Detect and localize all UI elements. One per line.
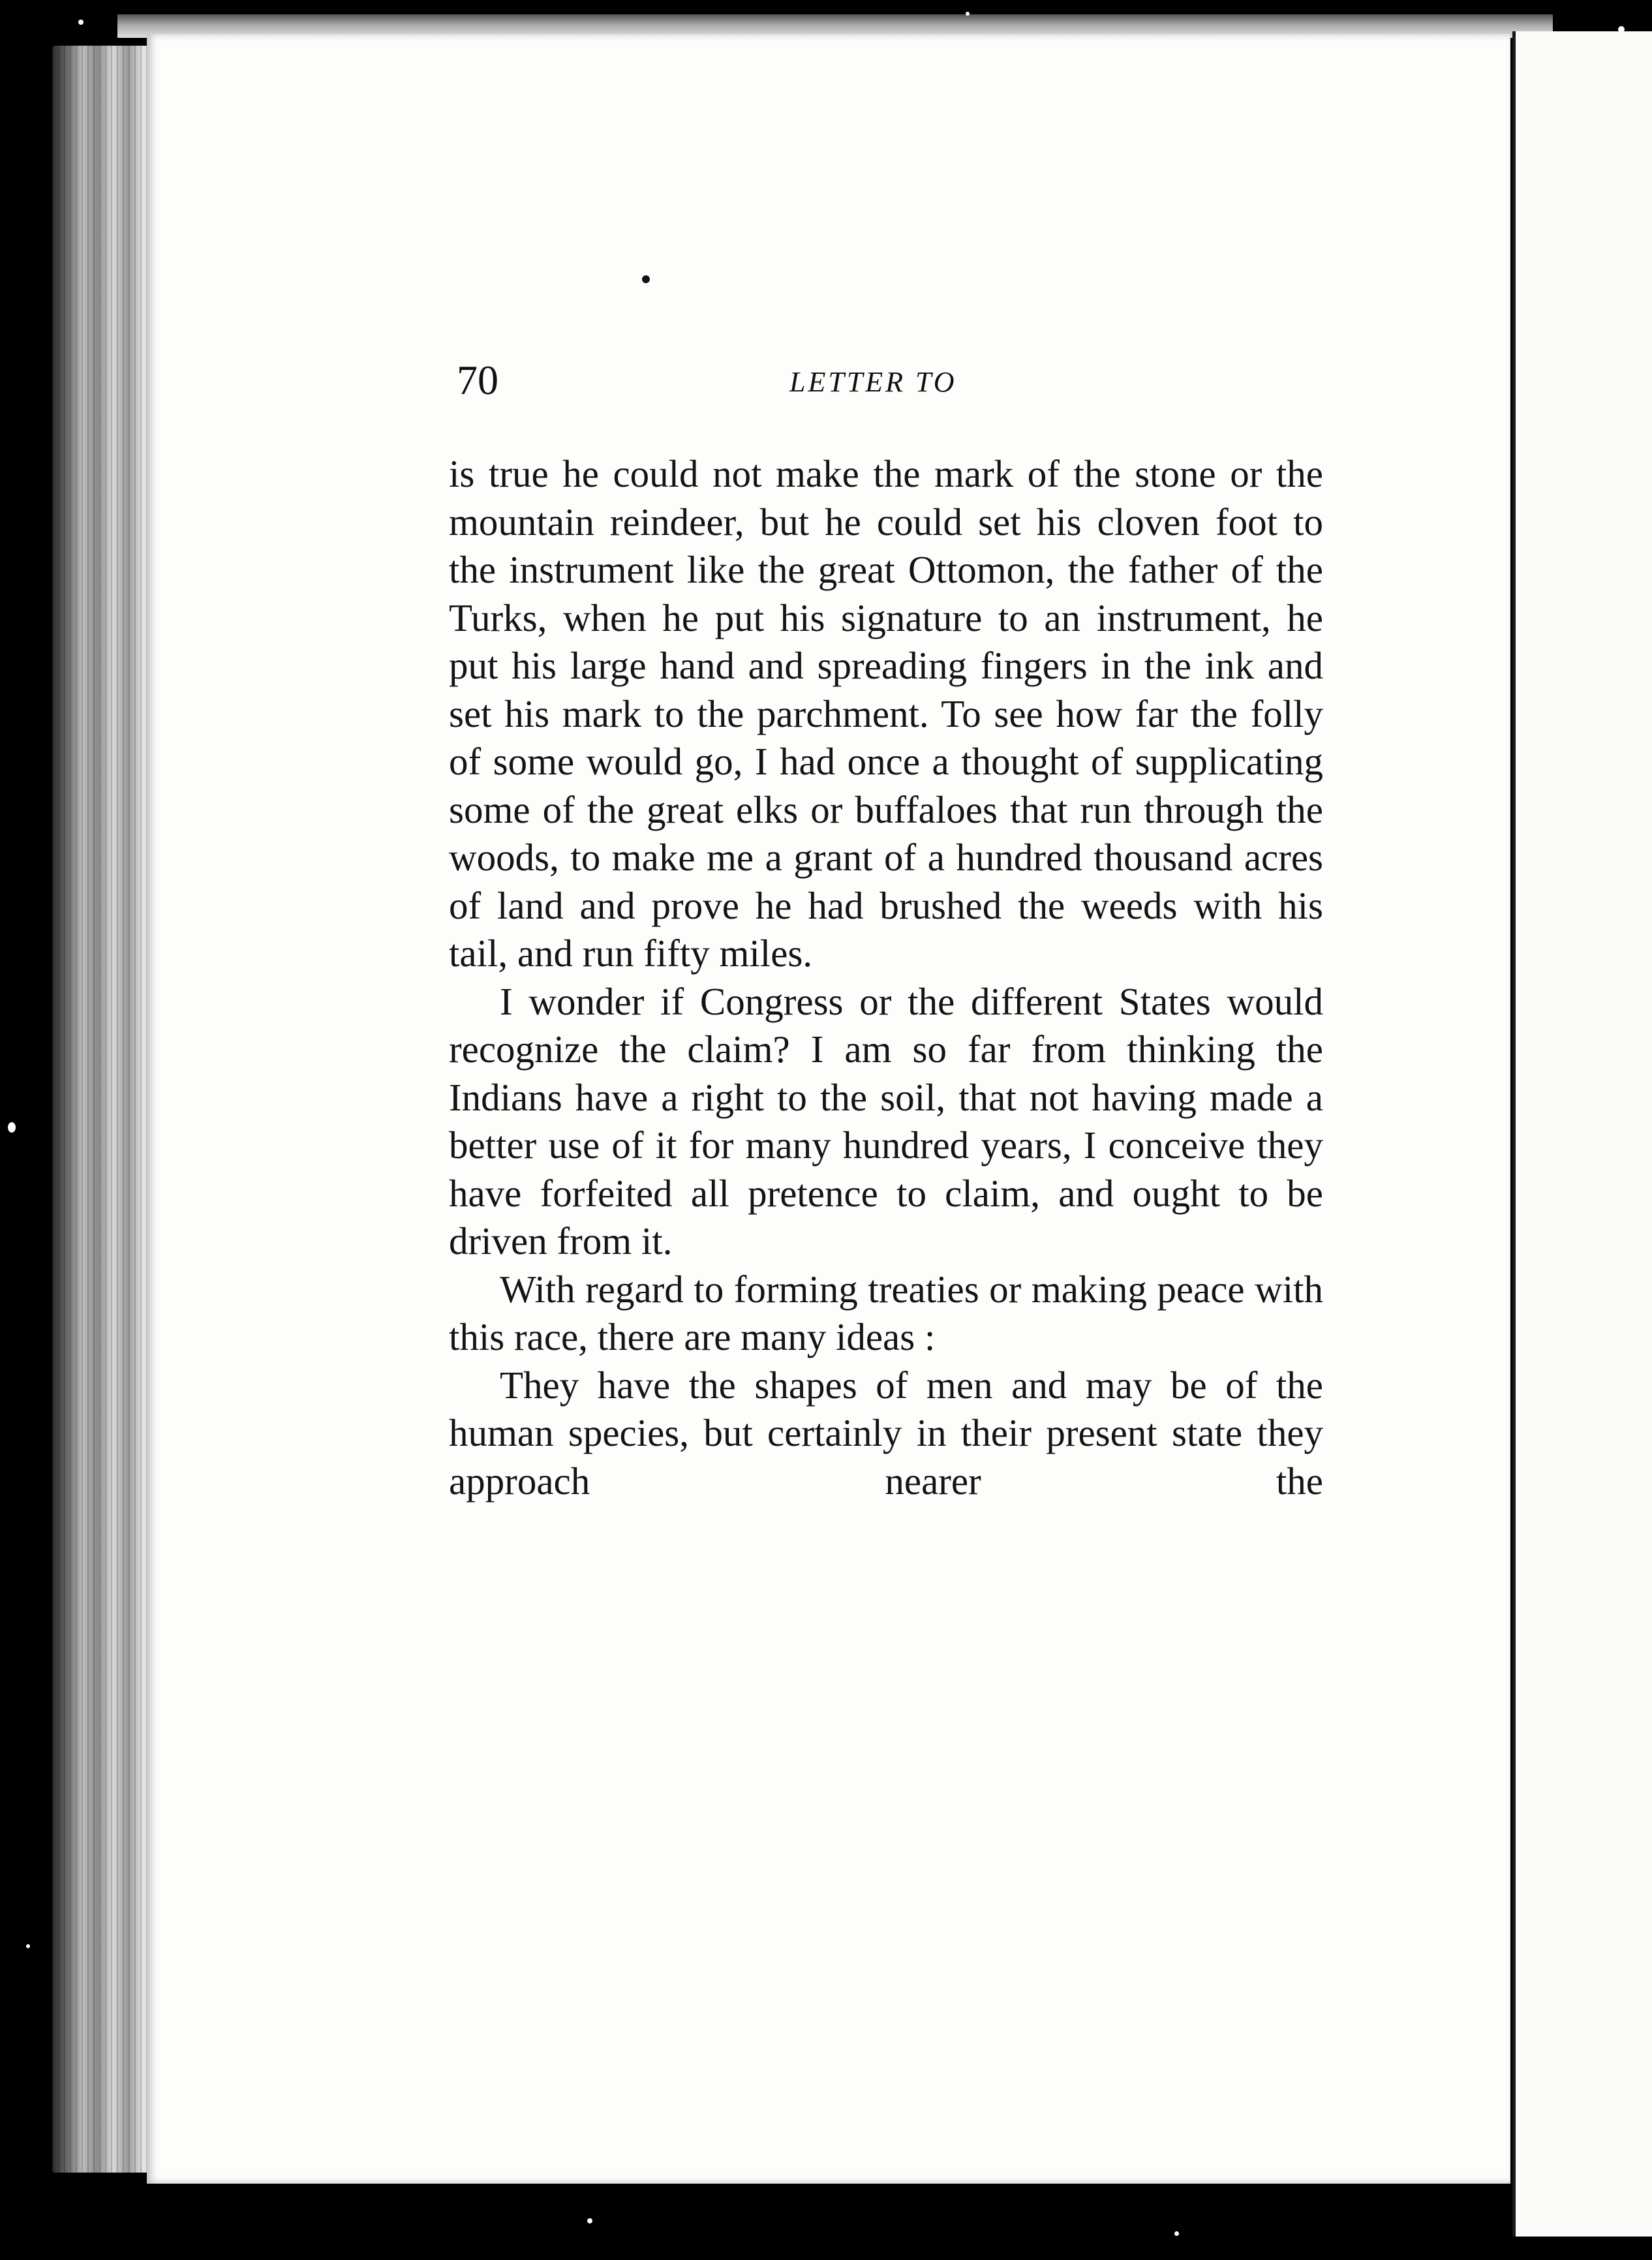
paragraph-2: I wonder if Congress or the different States would recognize the claim? I am so far from thinking the Indians have a right to the soil, that not having made a better use of it for many hundred years, I conceive they have forfeited all pretence to claim, and ought to be driven from it. <box>449 979 1323 1262</box>
scan-speck <box>26 1944 30 1948</box>
facing-page-edge <box>1512 31 1652 2237</box>
scan-speck <box>78 20 84 25</box>
page-header <box>457 358 1331 403</box>
paragraph-1: is true he could not make the mark of the stone or the mountain reindeer, but he could set his cloven foot to the instrument like the great Ottomon, the father of the Turks, when he put his signature to an instrument, he put his large hand and spreading fingers in the ink and set his mark to the parchment. To see how far the folly of some would go, I had once a thought of supplicating some of the great elks or buffaloes that run through the woods, to make me a grant of a hundred thousand acres of land and prove he had brushed the weeds with his tail, and run fifty miles. <box>449 452 1323 975</box>
paragraph-3: With regard to forming treaties or making peace with this race, there are many ideas : <box>449 1267 1323 1358</box>
scan-speck <box>1174 2231 1179 2236</box>
body-text <box>449 450 1323 1505</box>
ink-dot <box>642 275 650 283</box>
page-number: 70 <box>457 357 498 403</box>
running-head: LETTER TO <box>789 366 957 398</box>
scan-speck <box>1618 26 1625 33</box>
scan-speck <box>8 1122 16 1133</box>
scan-speck <box>966 12 970 16</box>
scan-speck <box>587 2218 592 2223</box>
paragraph-4: They have the shapes of men and may be of the human species, but certainly in their present state they approach nearer the <box>449 1363 1323 1503</box>
